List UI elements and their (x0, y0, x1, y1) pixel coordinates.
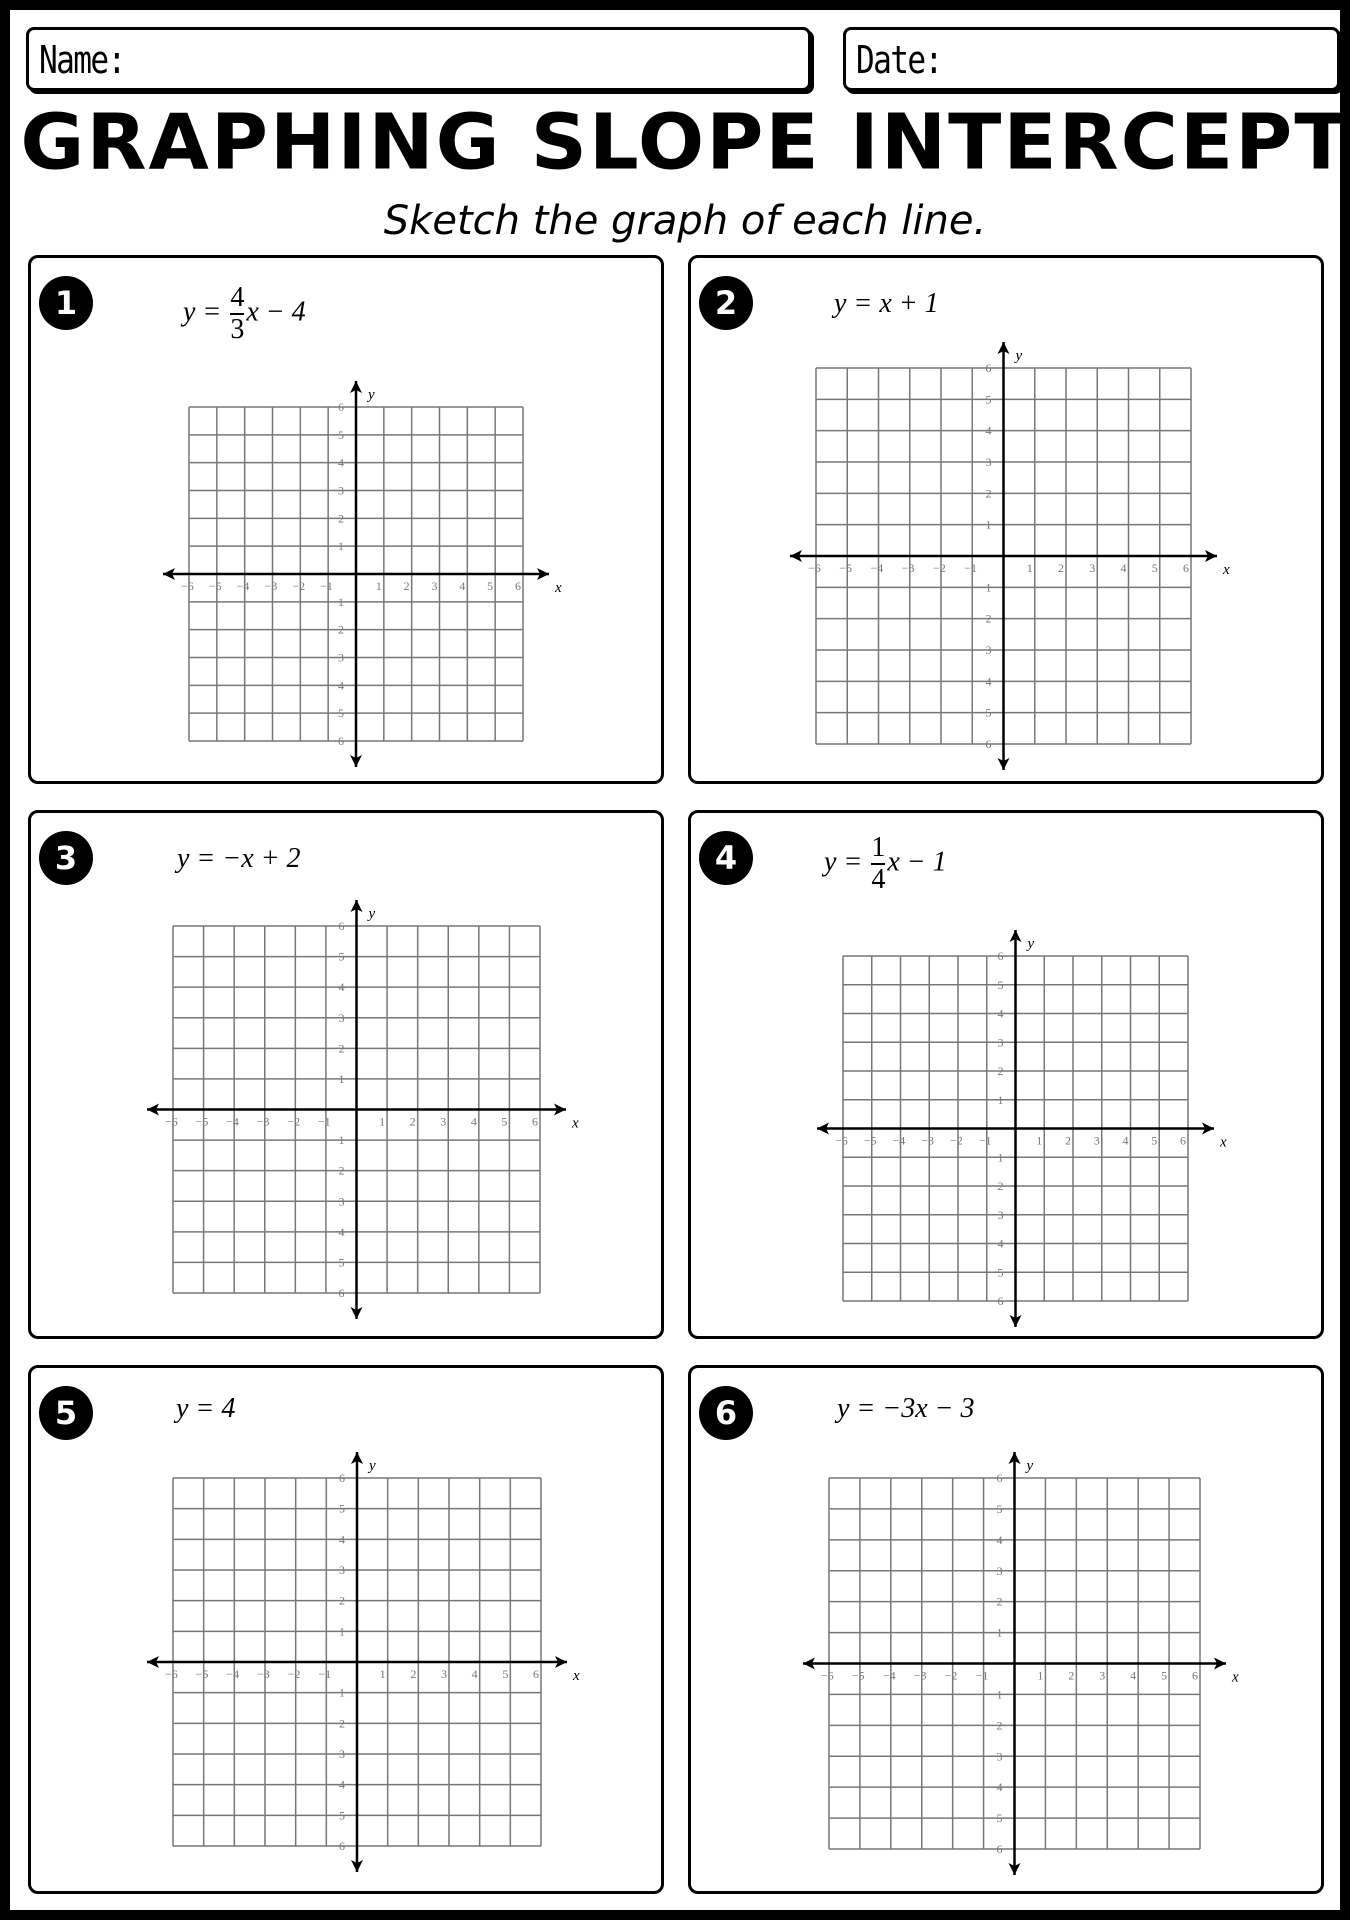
x-tick-label: 4 (470, 1114, 477, 1129)
coordinate-grid[interactable] (789, 1438, 1240, 1889)
y-axis-label: y (1026, 1458, 1034, 1474)
x-tick-label: 3 (441, 1667, 447, 1681)
fraction-numerator: 1 (871, 832, 886, 863)
y-tick-label: 5 (338, 427, 344, 442)
x-tick-label: 1 (375, 579, 382, 593)
y-tick-label: −3 (331, 650, 344, 665)
x-tick-label: −5 (863, 1133, 877, 1148)
x-tick-label: −3 (921, 1133, 935, 1148)
x-tick-label: −4 (870, 561, 884, 575)
y-tick-label: −2 (332, 1716, 345, 1731)
y-tick-label: 6 (338, 919, 345, 933)
x-tick-label: 1 (1036, 1133, 1043, 1148)
y-tick-label: 3 (338, 1010, 345, 1025)
fraction-denominator: 4 (871, 864, 886, 895)
y-tick-label: −5 (331, 1255, 345, 1270)
y-tick-label: 5 (997, 977, 1004, 992)
coordinate-grid[interactable] (133, 1438, 581, 1886)
coordinate-grid[interactable] (803, 916, 1228, 1341)
x-tick-label: −2 (944, 1668, 958, 1683)
y-tick-label: −1 (990, 1150, 1004, 1165)
y-axis-label: y (1027, 936, 1035, 952)
y-tick-label: 1 (338, 1071, 345, 1086)
x-tick-label: −5 (208, 579, 222, 593)
x-tick-label: −1 (318, 1667, 332, 1681)
x-tick-label: 6 (1180, 1133, 1186, 1148)
x-tick-label: 5 (502, 1667, 509, 1681)
x-tick-label: −2 (292, 579, 306, 593)
y-tick-label: −3 (990, 1207, 1004, 1222)
y-tick-label: 3 (338, 483, 344, 498)
x-tick-label: −6 (821, 1668, 834, 1683)
y-axis-label: y (369, 1458, 376, 1474)
problem-number-badge: 6 (699, 1386, 753, 1440)
problem-equation: y = x + 1 (834, 288, 939, 319)
x-tick-label: 5 (501, 1114, 508, 1129)
date-field[interactable] (843, 27, 1340, 91)
y-tick-label: 3 (997, 1035, 1004, 1050)
x-tick-label: 6 (533, 1667, 539, 1681)
y-tick-label: −1 (331, 1133, 345, 1148)
x-tick-label: −4 (226, 1114, 239, 1129)
y-tick-label: 2 (338, 511, 344, 526)
x-tick-label: 2 (1068, 1668, 1075, 1683)
problem-equation: y = −x + 2 (177, 843, 301, 874)
x-tick-label: −5 (851, 1668, 865, 1683)
y-tick-label: 4 (339, 1532, 345, 1547)
fraction (871, 833, 885, 895)
x-axis-label: x (572, 1115, 579, 1132)
x-axis-label: x (1220, 1134, 1227, 1151)
x-tick-label: 4 (459, 579, 466, 593)
name-label: Name: (39, 38, 125, 82)
problem-number-badge: 1 (39, 276, 93, 330)
y-tick-label: 4 (338, 455, 344, 470)
problem-equation: y = $\frac{4}{3}$ x − 4 (183, 282, 306, 345)
x-tick-label: −2 (287, 1667, 301, 1681)
x-tick-label: −6 (808, 561, 821, 575)
y-tick-label: −5 (989, 1811, 1003, 1826)
x-tick-label: −4 (236, 579, 250, 593)
coordinate-grid[interactable] (776, 328, 1231, 784)
x-tick-label: 3 (431, 579, 438, 593)
y-tick-label: 3 (339, 1563, 345, 1577)
coordinate-grid[interactable] (133, 886, 580, 1333)
x-tick-label: 5 (1151, 1133, 1158, 1148)
x-tick-label: −5 (839, 561, 853, 575)
problem-number-badge: 2 (699, 276, 753, 330)
x-tick-label: −6 (165, 1114, 178, 1129)
x-tick-label: −6 (181, 579, 194, 593)
y-tick-label: −1 (332, 1685, 345, 1700)
problem-equation: y = 4 (176, 1393, 236, 1424)
x-tick-label: 3 (1099, 1668, 1106, 1683)
x-tick-label: 2 (410, 1667, 417, 1681)
y-tick-label: 5 (985, 392, 992, 407)
y-tick-label: −2 (978, 611, 992, 626)
x-tick-label: 5 (1151, 561, 1158, 575)
x-tick-label: 1 (1026, 561, 1033, 575)
x-tick-label: −3 (256, 1114, 270, 1129)
x-tick-label: 6 (515, 579, 521, 593)
y-tick-label: 1 (985, 517, 992, 532)
y-axis-label: y (368, 387, 375, 403)
instructions: Sketch the graph of each line. (383, 198, 987, 244)
y-tick-label: −1 (978, 580, 992, 595)
problem-number-badge: 4 (699, 831, 753, 885)
y-tick-label: 6 (985, 361, 992, 375)
y-tick-label: −6 (989, 1842, 1003, 1856)
y-tick-label: 2 (338, 1041, 345, 1056)
y-tick-label: −4 (989, 1780, 1003, 1795)
y-axis-label: y (1015, 348, 1023, 364)
x-tick-label: −4 (892, 1133, 906, 1148)
coordinate-grid[interactable] (149, 367, 563, 781)
x-tick-label: −4 (882, 1668, 896, 1683)
y-tick-label: −3 (989, 1749, 1003, 1764)
y-tick-label: 1 (996, 1625, 1003, 1640)
y-axis-label: y (368, 906, 376, 922)
x-tick-label: 4 (471, 1667, 478, 1681)
x-tick-label: −2 (287, 1114, 301, 1129)
fraction-numerator: 4 (230, 282, 245, 313)
problem-card-1 (28, 255, 664, 784)
x-tick-label: −1 (317, 1114, 331, 1129)
x-tick-label: 2 (409, 1114, 416, 1129)
x-tick-label: 5 (1161, 1668, 1168, 1683)
y-tick-label: 2 (339, 1593, 345, 1608)
y-tick-label: 4 (997, 1006, 1004, 1021)
y-tick-label: −3 (978, 643, 992, 657)
y-tick-label: 4 (338, 980, 345, 995)
problem-card-4 (688, 810, 1324, 1339)
x-tick-label: 5 (487, 579, 494, 593)
y-tick-label: 2 (985, 486, 992, 501)
x-tick-label: −6 (165, 1667, 178, 1681)
x-tick-label: 1 (1037, 1668, 1044, 1683)
y-tick-label: 2 (996, 1594, 1003, 1609)
y-tick-label: −5 (978, 705, 992, 720)
x-tick-label: −3 (264, 579, 278, 593)
problem-number-badge: 3 (39, 831, 93, 885)
x-tick-label: −1 (978, 1133, 992, 1148)
x-tick-label: 3 (1093, 1133, 1100, 1148)
y-tick-label: 6 (996, 1471, 1003, 1485)
problem-card-3 (28, 810, 664, 1339)
y-tick-label: −2 (990, 1179, 1004, 1193)
y-tick-label: 5 (996, 1501, 1003, 1516)
y-tick-label: −4 (331, 1224, 345, 1239)
x-tick-label: 2 (403, 579, 410, 593)
page-title: GRAPHING SLOPE INTERCEPT (20, 98, 1350, 188)
problem-card-2 (688, 255, 1324, 784)
x-tick-label: 1 (379, 1667, 386, 1681)
fraction-denominator: 3 (230, 314, 245, 345)
x-tick-label: 6 (532, 1114, 538, 1129)
problem-card-5 (28, 1365, 664, 1894)
y-tick-label: −1 (331, 594, 344, 609)
y-tick-label: 6 (997, 949, 1004, 963)
x-tick-label: −3 (901, 561, 915, 575)
x-axis-label: x (555, 580, 562, 596)
y-tick-label: 6 (339, 1471, 345, 1485)
x-tick-label: 4 (1130, 1668, 1137, 1683)
x-tick-label: 3 (440, 1114, 447, 1129)
y-tick-label: −4 (331, 678, 344, 693)
x-axis-label: x (1223, 562, 1230, 578)
x-tick-label: 2 (1058, 561, 1064, 575)
x-tick-label: −3 (913, 1668, 927, 1683)
y-tick-label: −2 (989, 1718, 1003, 1733)
y-tick-label: 5 (339, 1501, 345, 1516)
y-tick-label: 1 (339, 1624, 345, 1639)
y-tick-label: 2 (997, 1064, 1004, 1078)
x-axis-label: x (573, 1668, 580, 1684)
x-tick-label: 4 (1122, 1133, 1129, 1148)
x-tick-label: −4 (226, 1667, 240, 1681)
y-tick-label: 4 (985, 423, 992, 438)
y-tick-label: −6 (978, 737, 992, 751)
y-tick-label: 4 (996, 1532, 1003, 1547)
y-tick-label: −6 (990, 1294, 1004, 1308)
problem-card-6 (688, 1365, 1324, 1894)
y-tick-label: −2 (331, 1163, 345, 1178)
x-tick-label: −5 (195, 1114, 209, 1129)
x-tick-label: −2 (933, 561, 946, 575)
y-tick-label: −5 (990, 1265, 1004, 1280)
x-tick-label: −6 (835, 1133, 848, 1148)
x-tick-label: −1 (975, 1668, 989, 1683)
problem-number-badge: 5 (39, 1386, 93, 1440)
x-axis-label: x (1232, 1669, 1239, 1686)
y-tick-label: −4 (978, 674, 992, 689)
x-tick-label: 1 (379, 1114, 386, 1129)
y-tick-label: −2 (331, 622, 344, 637)
x-tick-label: 4 (1120, 561, 1127, 575)
x-tick-label: −3 (257, 1667, 270, 1681)
y-tick-label: 5 (338, 949, 345, 964)
y-tick-label: 3 (985, 455, 992, 469)
y-tick-label: −3 (332, 1747, 345, 1761)
y-tick-label: −4 (332, 1777, 345, 1792)
x-tick-label: −2 (950, 1133, 963, 1148)
x-tick-label: 3 (1089, 561, 1096, 575)
problem-equation: y = $\frac{1}{4}$ x − 1 (824, 832, 947, 895)
x-tick-label: 6 (1192, 1668, 1198, 1683)
y-tick-label: −5 (331, 706, 344, 721)
x-tick-label: −1 (964, 561, 978, 575)
y-tick-label: −5 (332, 1808, 345, 1823)
x-tick-label: −1 (320, 579, 333, 593)
y-tick-label: −6 (331, 734, 344, 748)
y-tick-label: −6 (332, 1839, 345, 1853)
x-tick-label: 6 (1183, 561, 1189, 575)
x-tick-label: −5 (195, 1667, 209, 1681)
problem-equation: y = −3x − 3 (837, 1393, 975, 1424)
y-tick-label: −1 (989, 1687, 1003, 1702)
y-tick-label: −3 (331, 1194, 345, 1209)
y-tick-label: 1 (997, 1092, 1004, 1107)
y-tick-label: 1 (338, 539, 344, 554)
y-tick-label: 6 (338, 400, 344, 414)
name-field[interactable] (26, 27, 811, 91)
y-tick-label: 3 (996, 1563, 1003, 1578)
y-tick-label: −6 (331, 1286, 345, 1300)
y-tick-label: −4 (990, 1236, 1004, 1251)
fraction (230, 283, 244, 345)
x-tick-label: 2 (1065, 1133, 1071, 1148)
date-label: Date: (856, 38, 942, 82)
